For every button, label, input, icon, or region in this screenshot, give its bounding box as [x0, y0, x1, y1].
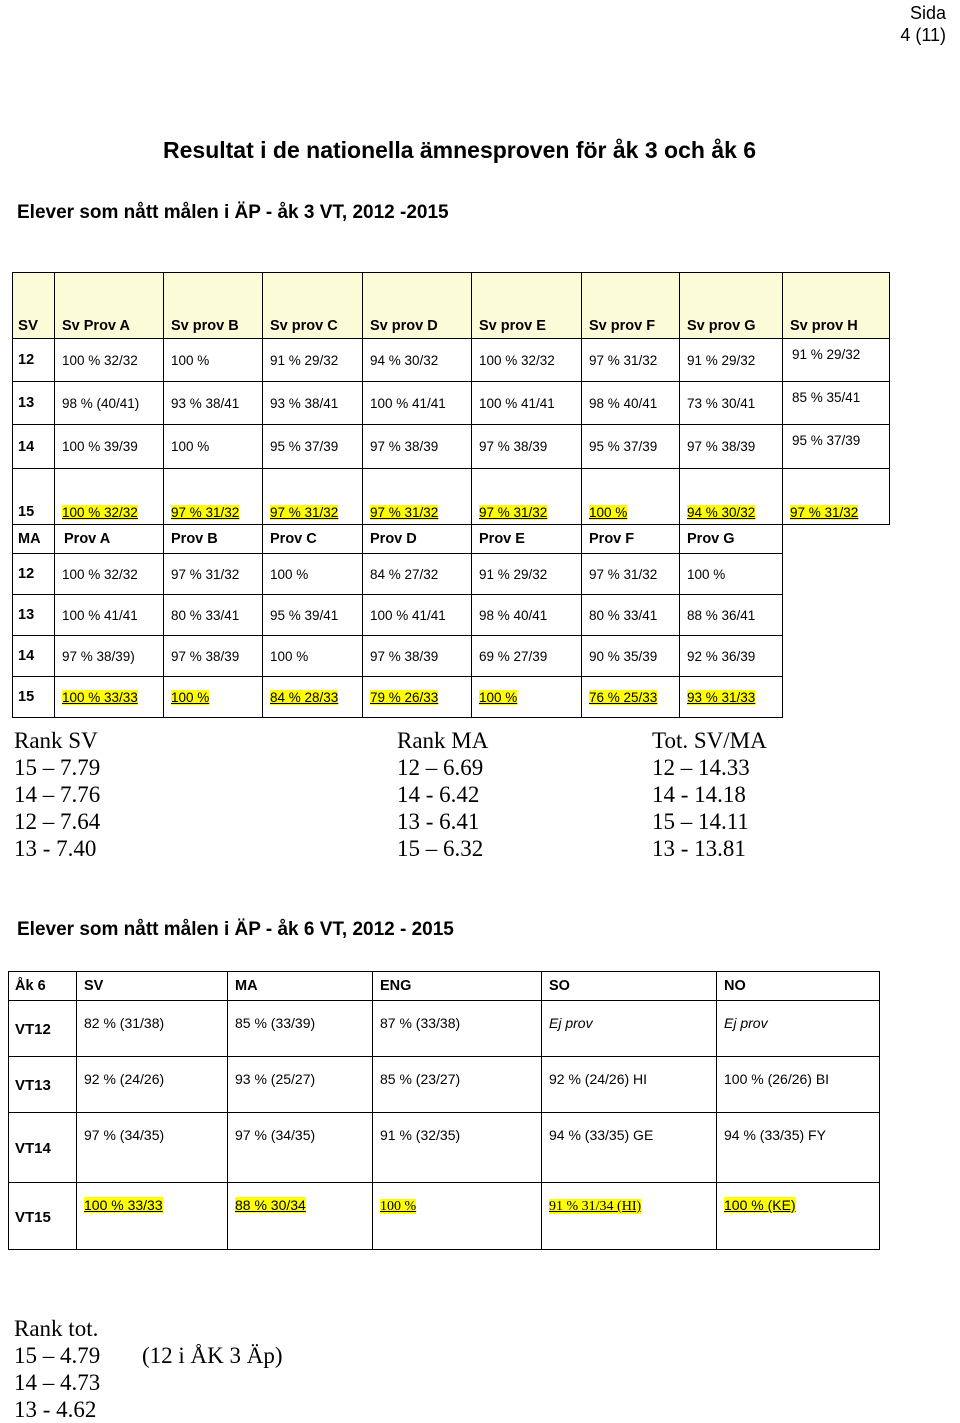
table-cell: 98 % 40/41: [472, 595, 582, 636]
highlighted-value: 97 % 31/32: [479, 505, 548, 520]
table-cell: 97 % (34/35): [228, 1113, 373, 1183]
table-cell: 93 % 38/41: [164, 382, 263, 425]
header-cell: Prov D: [363, 525, 472, 554]
rank-item: 13 - 7.40: [14, 836, 97, 861]
row-label: 12: [13, 554, 55, 595]
ak6-results-table: [8, 971, 880, 1250]
table-cell: 98 % (40/41): [55, 382, 164, 425]
row-label: 14: [13, 425, 55, 469]
ma-header-row: [13, 525, 890, 554]
header-cell: Sv prov B: [164, 273, 263, 339]
header-cell: Sv prov G: [680, 273, 783, 339]
table-cell: 97 % 38/39: [164, 636, 263, 677]
table-cell: 92 % 36/39: [680, 636, 783, 677]
row-label: 15: [13, 469, 55, 525]
table-cell: 69 % 27/39: [472, 636, 582, 677]
highlighted-value: 100 % 33/33: [84, 1197, 163, 1213]
table-row: [13, 636, 890, 677]
header-cell: NO: [717, 972, 880, 1001]
header-cell: Sv prov E: [472, 273, 582, 339]
table-row: [13, 425, 890, 469]
sv-header-row: [13, 273, 890, 339]
table-cell: 97 % 38/39: [363, 636, 472, 677]
highlighted-value: 100 %: [479, 689, 518, 705]
table-cell: 100 %: [680, 554, 783, 595]
table-cell: 95 % 37/39: [263, 425, 363, 469]
rank-item: 13 - 13.81: [652, 836, 746, 861]
rank-item: 13 - 6.41: [397, 809, 480, 834]
table-cell: 97 % 38/39: [680, 425, 783, 469]
table-cell: 85 % (23/27): [373, 1057, 542, 1113]
empty-cell: [783, 595, 890, 636]
header-cell: Sv prov D: [363, 273, 472, 339]
table-cell: [363, 469, 472, 525]
table-cell: [55, 469, 164, 525]
highlighted-value: 94 % 30/32: [687, 505, 756, 520]
table-cell: 100 % 41/41: [363, 382, 472, 425]
table-cell: 85 % (33/39): [228, 1001, 373, 1057]
table-cell: [373, 1183, 542, 1250]
rank-item: 14 - 14.18: [652, 782, 746, 807]
table-row: [13, 382, 890, 425]
table-cell: 98 % 40/41: [582, 382, 680, 425]
table-cell: 91 % 29/32: [680, 339, 783, 382]
table-cell: 100 % 32/32: [472, 339, 582, 382]
header-cell: Prov B: [164, 525, 263, 554]
table-cell: [680, 469, 783, 525]
table-cell: [363, 677, 472, 718]
header-cell: Sv prov C: [263, 273, 363, 339]
highlighted-value: 88 % 30/34: [235, 1197, 306, 1213]
rank-item: 12 – 7.64: [14, 809, 101, 834]
table-row: [9, 1183, 880, 1250]
header-row: [9, 972, 880, 1001]
row-label: VT12: [9, 1001, 77, 1057]
table-row: [13, 677, 890, 718]
table-cell: [228, 1183, 373, 1250]
table-cell: [582, 469, 680, 525]
header-cell: SV: [77, 972, 228, 1001]
highlighted-value: 100 % 33/33: [62, 689, 138, 705]
table-cell: 94 % (33/35) GE: [542, 1113, 717, 1183]
rank-title: Tot. SV/MA: [652, 728, 767, 753]
highlighted-value: 100 %: [589, 505, 628, 520]
table-cell: 97 % 31/32: [582, 339, 680, 382]
table-cell: [77, 1183, 228, 1250]
rank-item: 14 - 6.42: [397, 782, 480, 807]
highlighted-value: 97 % 31/32: [270, 505, 339, 520]
header-cell: MA: [13, 525, 55, 554]
table-cell: 92 % (24/26): [77, 1057, 228, 1113]
highlighted-value: 91 % 31/34 (HI): [549, 1199, 642, 1214]
table-cell: 97 % (34/35): [77, 1113, 228, 1183]
rank-item: 15 – 6.32: [397, 836, 484, 861]
header-cell: Prov A: [55, 525, 164, 554]
header-cell: Sv Prov A: [55, 273, 164, 339]
rank-item: 12 – 14.33: [652, 755, 750, 780]
highlighted-value: 76 % 25/33: [589, 689, 658, 705]
row-label: 15: [13, 677, 55, 718]
table-cell: 94 % 30/32: [363, 339, 472, 382]
row-label: VT14: [9, 1113, 77, 1183]
table-cell: 100 % 32/32: [55, 554, 164, 595]
table-cell: [542, 1183, 717, 1250]
table-row: [9, 1057, 880, 1113]
section-heading-ak6: Elever som nått målen i ÄP - åk 6 VT, 2012 - 2015: [17, 919, 454, 940]
table-cell: [263, 677, 363, 718]
header-cell: Prov F: [582, 525, 680, 554]
highlighted-value: 100 % 32/32: [62, 505, 138, 520]
table-cell: 91 % (32/35): [373, 1113, 542, 1183]
table-cell: 91 % 29/32: [783, 339, 890, 382]
ak3-results-table: [12, 272, 890, 718]
header-cell: Sv prov H: [783, 273, 890, 339]
table-cell: [783, 469, 890, 525]
table-cell: 92 % (24/26) HI: [542, 1057, 717, 1113]
table-cell: 100 % 41/41: [55, 595, 164, 636]
table-cell: 100 %: [263, 636, 363, 677]
table-cell: [717, 1183, 880, 1250]
rank-sv: [14, 727, 100, 862]
header-cell: ENG: [373, 972, 542, 1001]
row-label: VT15: [9, 1183, 77, 1250]
table-cell: [472, 469, 582, 525]
row-label: 13: [13, 382, 55, 425]
row-label: 12: [13, 339, 55, 382]
table-cell: 82 % (31/38): [77, 1001, 228, 1057]
table-cell: [582, 677, 680, 718]
highlighted-value: 100 %: [380, 1199, 417, 1214]
table-cell: 93 % (25/27): [228, 1057, 373, 1113]
highlighted-value: 97 % 31/32: [790, 505, 859, 520]
section-heading-ak3: Elever som nått målen i ÄP - åk 3 VT, 2012 -2015: [17, 202, 449, 223]
header-cell: Åk 6: [9, 972, 77, 1001]
table-cell: [263, 469, 363, 525]
header-cell: SO: [542, 972, 717, 1001]
row-label: VT13: [9, 1057, 77, 1113]
table-cell: [472, 677, 582, 718]
page-word: Sida: [909, 3, 946, 23]
highlighted-value: 100 %: [171, 689, 210, 705]
table-row: [13, 469, 890, 525]
rank-item: 15 – 14.11: [652, 809, 749, 834]
rank-item: 14 – 4.73: [14, 1370, 101, 1395]
table-cell: 100 %: [164, 425, 263, 469]
table-cell: 80 % 33/41: [582, 595, 680, 636]
rank-ma: [397, 727, 488, 862]
header-cell: SV: [13, 273, 55, 339]
table-cell: 97 % 38/39: [472, 425, 582, 469]
table-cell: 100 % 41/41: [472, 382, 582, 425]
table-cell: 97 % 38/39): [55, 636, 164, 677]
header-cell: Sv prov F: [582, 273, 680, 339]
rank-item: 14 – 7.76: [14, 782, 101, 807]
rank-title: Rank SV: [14, 728, 98, 753]
highlighted-value: 97 % 31/32: [370, 505, 439, 520]
table-cell: 95 % 39/41: [263, 595, 363, 636]
rank-item: 12 – 6.69: [397, 755, 484, 780]
header-cell: Prov E: [472, 525, 582, 554]
empty-cell: [783, 636, 890, 677]
table-cell: 94 % (33/35) FY: [717, 1113, 880, 1183]
table-cell: 80 % 33/41: [164, 595, 263, 636]
highlighted-value: 84 % 28/33: [270, 689, 339, 705]
table-cell: 97 % 31/32: [582, 554, 680, 595]
header-cell: Prov G: [680, 525, 783, 554]
rank-total: [14, 1315, 283, 1423]
header-cell: Prov C: [263, 525, 363, 554]
table-cell: Ej prov: [717, 1001, 880, 1057]
empty-cell: [783, 677, 890, 718]
table-cell: 84 % 27/32: [363, 554, 472, 595]
table-row: [13, 595, 890, 636]
table-row: [9, 1113, 880, 1183]
rank-note: (12 i ÅK 3 Äp): [142, 1343, 283, 1368]
row-label: 13: [13, 595, 55, 636]
table-row: [9, 1001, 880, 1057]
table-cell: 91 % 29/32: [263, 339, 363, 382]
table-cell: [680, 677, 783, 718]
highlighted-value: 100 % (KE): [724, 1197, 796, 1213]
rank-item: 15 – 4.79: [14, 1343, 101, 1368]
empty-cell: [783, 525, 890, 554]
table-cell: [164, 469, 263, 525]
table-cell: 100 % 32/32: [55, 339, 164, 382]
table-cell: 88 % 36/41: [680, 595, 783, 636]
table-cell: 90 % 35/39: [582, 636, 680, 677]
page-number-label: [900, 2, 946, 46]
empty-cell: [783, 554, 890, 595]
table-cell: 95 % 37/39: [783, 425, 890, 469]
table-cell: 97 % 38/39: [363, 425, 472, 469]
rank-title: Rank tot.: [14, 1316, 99, 1341]
table-cell: [164, 677, 263, 718]
page-number: 4 (11): [900, 25, 946, 45]
table-cell: 87 % (33/38): [373, 1001, 542, 1057]
table-cell: Ej prov: [542, 1001, 717, 1057]
rank-item: 15 – 7.79: [14, 755, 101, 780]
rank-summary: [14, 727, 814, 867]
row-label: 14: [13, 636, 55, 677]
rank-item: 13 - 4.62: [14, 1397, 97, 1422]
highlighted-value: 79 % 26/33: [370, 689, 439, 705]
table-row: [13, 554, 890, 595]
rank-title: Rank MA: [397, 728, 489, 753]
table-row: [13, 339, 890, 382]
header-cell: MA: [228, 972, 373, 1001]
table-cell: 100 %: [263, 554, 363, 595]
table-cell: 85 % 35/41: [783, 382, 890, 425]
table-cell: 100 % 39/39: [55, 425, 164, 469]
table-cell: 100 %: [164, 339, 263, 382]
page-title: Resultat i de nationella ämnesproven för åk 3 och åk 6: [163, 137, 757, 163]
table-cell: 100 % 41/41: [363, 595, 472, 636]
table-cell: 95 % 37/39: [582, 425, 680, 469]
highlighted-value: 93 % 31/33: [687, 689, 756, 705]
table-cell: 97 % 31/32: [164, 554, 263, 595]
highlighted-value: 97 % 31/32: [171, 505, 240, 520]
table-cell: 91 % 29/32: [472, 554, 582, 595]
table-cell: [55, 677, 164, 718]
table-cell: 100 % (26/26) BI: [717, 1057, 880, 1113]
table-cell: 93 % 38/41: [263, 382, 363, 425]
table-cell: 73 % 30/41: [680, 382, 783, 425]
rank-tot-sv-ma: [652, 727, 767, 862]
